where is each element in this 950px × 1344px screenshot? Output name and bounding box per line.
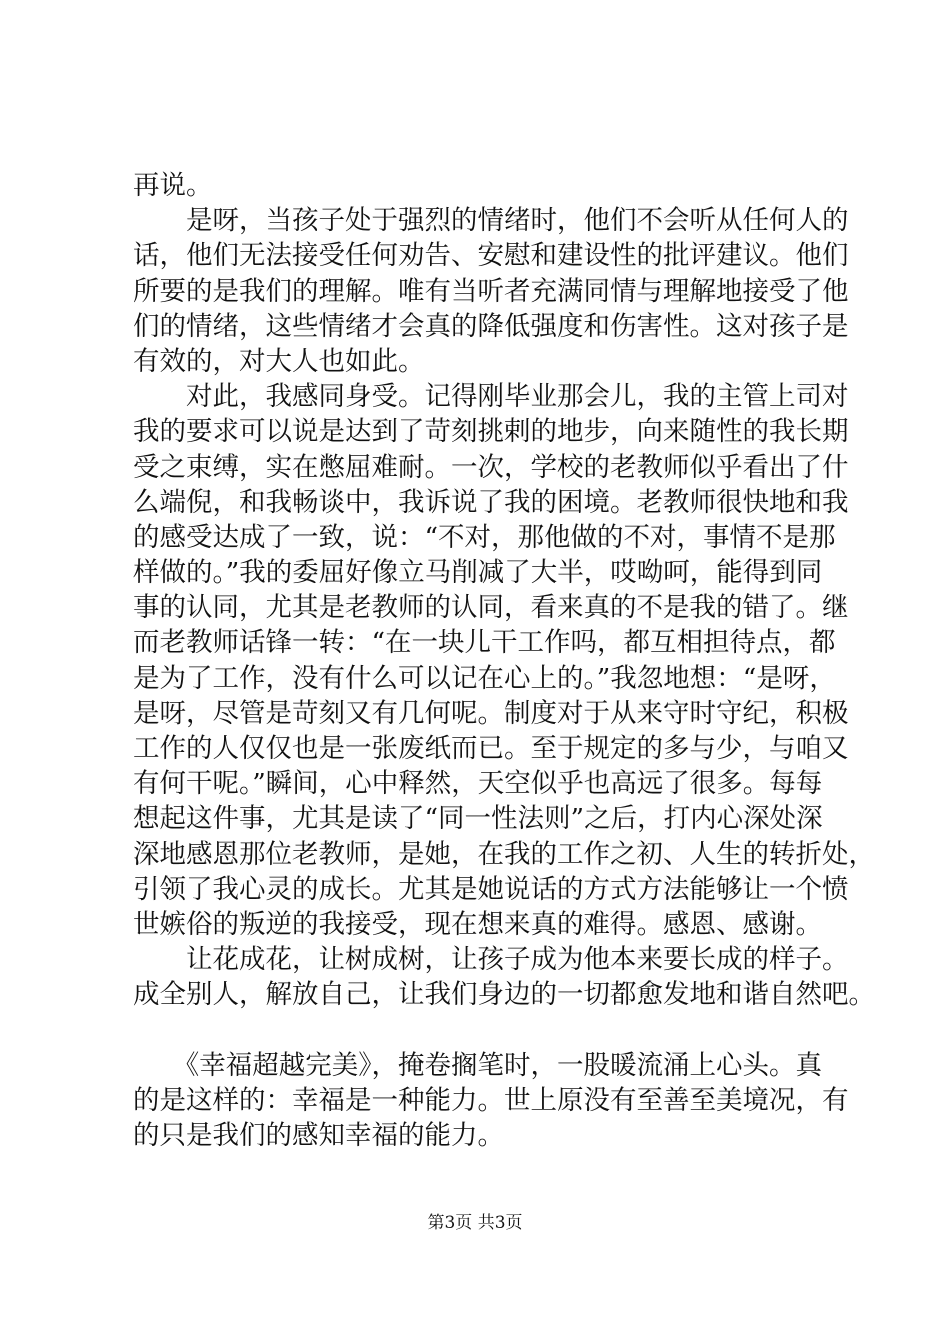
- text-line: 世嫉俗的叛逆的我接受，现在想来真的难得。感恩、感谢。: [133, 908, 822, 940]
- text-line: 深地感恩那位老教师，是她，在我的工作之初、人生的转折处，: [133, 838, 875, 870]
- text-line: 工作的人仅仅也是一张废纸而已。至于规定的多与少，与咱又: [133, 733, 849, 764]
- text-line: 事的认同，尤其是老教师的认同，看来真的不是我的错了。继: [133, 592, 849, 624]
- text-line: 所要的是我们的理解。唯有当听者充满同情与理解地接受了他: [133, 275, 849, 307]
- text-line: 《幸福超越完美》，掩卷搁笔时，一股暖流涌上心头。真: [133, 1049, 822, 1081]
- text-line: 想起这件事，尤其是读了“同一性法则”之后，打内心深处深: [133, 803, 823, 835]
- body-text: [133, 168, 875, 1153]
- text-line: 的只是我们的感知幸福的能力。: [133, 1120, 504, 1152]
- text-line: 的感受达成了一致，说：“不对，那他做的不对，事情不是那: [133, 521, 836, 553]
- text-line: 是为了工作，没有什么可以记在心上的。”我忽地想：“是呀，: [133, 662, 836, 694]
- paragraph-gap: [133, 1013, 833, 1048]
- text-line: 样做的。”我的委屈好像立马削减了大半，哎呦呵，能得到同: [133, 557, 823, 589]
- text-line: 有效的，对大人也如此。: [133, 345, 425, 377]
- text-line: 引领了我心灵的成长。尤其是她说话的方式方法能够让一个愤: [133, 873, 849, 905]
- page-footer: 第3页 共3页: [427, 1213, 523, 1233]
- text-line: 们的情绪，这些情绪才会真的降低强度和伤害性。这对孩子是: [133, 310, 849, 342]
- text-line: 再说。: [133, 170, 213, 201]
- text-line: 让花成花，让树成树，让孩子成为他本来要长成的样子。: [133, 944, 849, 976]
- text-line: 成全别人，解放自己，让我们身边的一切都愈发地和谐自然吧。: [133, 979, 875, 1011]
- text-line: 有何干呢。”瞬间，心中释然，天空似乎也高远了很多。每每: [133, 768, 823, 800]
- text-line: 是呀，当孩子处于强烈的情绪时，他们不会听从任何人的: [133, 205, 849, 237]
- text-line: 话，他们无法接受任何劝告、安慰和建设性的批评建议。他们: [133, 240, 849, 272]
- text-line: 对此，我感同身受。记得刚毕业那会儿，我的主管上司对: [133, 381, 849, 413]
- text-line: 我的要求可以说是达到了苛刻挑剌的地步，向来随性的我长期: [133, 416, 849, 448]
- text-line: 是呀，尽管是苛刻又有几何呢。制度对于从来守时守纪，积极: [133, 697, 849, 729]
- text-line: 么端倪，和我畅谈中，我诉说了我的困境。老教师很快地和我: [133, 486, 849, 518]
- text-line: 的是这样的：幸福是一种能力。世上原没有至善至美境况，有: [133, 1084, 849, 1116]
- text-line: 而老教师话锋一转：“在一块儿干工作吗，都互相担待点，都: [133, 627, 836, 659]
- text-line: 受之束缚，实在憋屈难耐。一次，学校的老教师似乎看出了什: [133, 451, 849, 483]
